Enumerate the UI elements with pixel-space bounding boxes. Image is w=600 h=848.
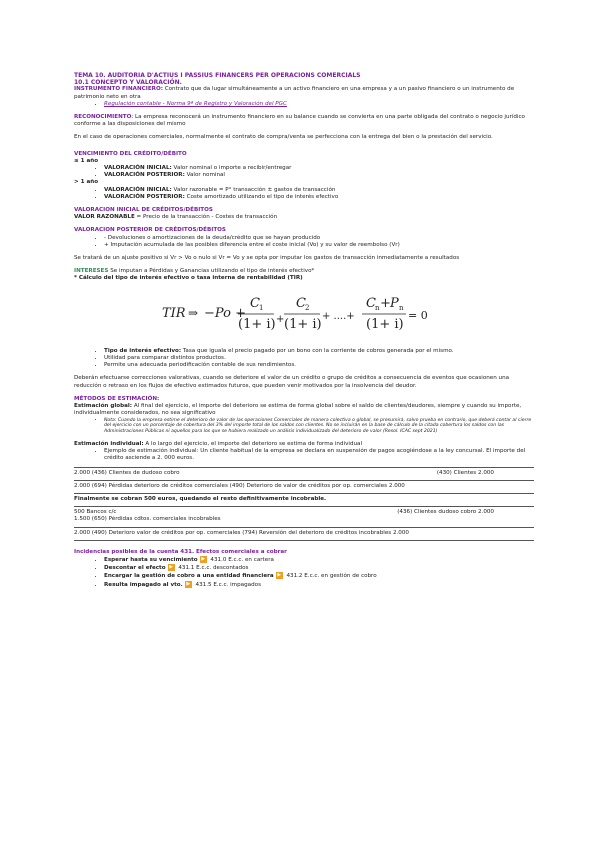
- entry-debit-2: 1.500 (650) Pérdidas cdtos. comerciales incobrables: [74, 516, 221, 523]
- formula-plus: +: [276, 313, 285, 325]
- individual-list: [74, 448, 534, 462]
- maturity-heading: VENCIMIENTO DEL CRÉDITO/DÉBITO: [74, 150, 187, 157]
- arrow-icon: ▶: [201, 555, 206, 562]
- item-label: Resulta impagado al vto.: [104, 581, 183, 588]
- item-text: 431.2 E.c.c. en gestión de cobro: [284, 573, 377, 580]
- corrections-paragraph: Deberán efectuarse correcciones valorativas, cuando se deteriore el valor de un crédito o grupo de créditos a consecuencia de eventos que ocasionen una reducción o retraso en los flujos de efectivo estimados futuros, que pueden venir motivados por la insolvencia del deudor.: [74, 375, 510, 389]
- item-label: Encargar la gestión de cobro a una entidad financiera: [104, 573, 274, 580]
- regulation-link[interactable]: Regulación contable - Norma 9ª de Registro y Valoración del PGC: [104, 100, 287, 107]
- le1-label: ≤ 1 año: [74, 157, 99, 164]
- item-text: 431.1 E.c.c. descontados: [176, 565, 249, 572]
- formula-cn-sub: n: [375, 303, 380, 312]
- formula-c2-sub: 2: [305, 303, 310, 312]
- list-item: • + Imputación acumulada de las posibles diferencia entre el coste inicial (Vo) y su valor de reembolso (Vr): [104, 242, 534, 249]
- item-text: Valor nominal: [184, 172, 225, 179]
- item-text: Tasa que iguala el precio pagado por un bono con la corriente de cobros generada por el mismo.: [181, 347, 454, 354]
- item-label: Tipo de interés efectivo:: [104, 347, 182, 354]
- list-item: [104, 556, 534, 564]
- divider: [74, 527, 534, 528]
- le1-list: [74, 165, 534, 179]
- doc-title: TEMA 10. AUDITORIA D'ACTIUS I PASSIUS FINANCERS PER OPERACIONS COMERCIALS: [74, 72, 361, 79]
- formula-den3: (1+ i): [366, 316, 404, 332]
- list-item: [104, 581, 534, 589]
- list-item: [104, 348, 534, 355]
- entry-debit-1: 500 Bancos c/c: [74, 509, 117, 516]
- global-label: Estimación global:: [74, 403, 133, 410]
- item-label: VALORACIÓN POSTERIOR:: [104, 193, 185, 200]
- list-item: [104, 194, 534, 201]
- entry-credit: (436) Clientes dudoso cobro 2.000: [397, 509, 494, 516]
- incidents-heading: Incidencias posibles de la cuenta 431. Efectos comerciales a cobrar: [74, 548, 287, 555]
- item-text: Coste amortizado utilizando el tipo de interés efectivo: [184, 193, 339, 200]
- adjustment-paragraph: Se tratará de un ajuste positivo si Vr > Vo o nulo si Vr = Vo y se opta por imputar los gastos de transacción inmediatamente a resultados: [74, 255, 460, 262]
- formula-den1: (1+ i): [238, 316, 276, 332]
- fair-value-label: VALOR RAZONABLE: [74, 214, 135, 221]
- formula-dots: + ....+: [322, 310, 355, 322]
- recognition-label: RECONOCIMIENTO: [74, 114, 132, 121]
- later-valuation-list: [74, 235, 534, 249]
- formula-pn: P: [390, 295, 399, 311]
- list-item: • Utilidad para comparar distintos productos.: [104, 355, 534, 362]
- formula-eq: = 0: [408, 308, 428, 322]
- effective-rate-list: [74, 348, 534, 370]
- divider: [74, 493, 534, 494]
- instrument-label: INSTRUMENTO FINANCIERO:: [74, 86, 163, 93]
- item-label: Esperar hasta su vencimiento: [104, 556, 198, 563]
- item-label: Descontar el efecto: [104, 565, 166, 572]
- formula-den2: (1+ i): [284, 316, 322, 332]
- interest-text: Se imputan a Pérdidas y Ganancias utilizando el tipo de interés efectivo*: [108, 268, 315, 275]
- note-list: [74, 418, 534, 435]
- divider: [74, 506, 534, 507]
- formula-cn: C: [366, 295, 376, 311]
- item-text: Valor nominal o importe a recibir/entregar: [171, 165, 292, 172]
- item-text: Valor razonable = P° transacción ± gastos de transacción: [171, 186, 336, 193]
- note-item: • Nota: Cuando la empresa estime el deterioro de valor de las operaciones Comerciales de manera colectiva o global, se presumirá, salvo prueba en contrario, que deberá contar al cierre del ejercicio con un porcentaje de cobertura del 3% del importe total de los saldos con clientes. No se incluirán en la base de cálculo de la citada cobertura los saldos con las Administraciones Públicas ni aquellos para los que se hubiera realizado un análisis individualizado del deterioro de valor (Resol. ICAC sept 2021): [104, 418, 534, 435]
- list-item: • Permite una adecuada periodificación contable de sus rendimientos.: [104, 362, 534, 369]
- formula-plus-pn: +: [380, 295, 391, 311]
- list-item: [104, 172, 534, 179]
- arrow-icon: ▶: [169, 564, 173, 571]
- later-valuation-heading: VALORACION POSTERIOR DE CRÉDITOS/DÉBITOS: [74, 227, 226, 234]
- formula-arrow: ⇒: [188, 305, 199, 320]
- interest-label: INTERESES: [74, 268, 109, 275]
- item-text: 431.5 E.c.c. impagados: [193, 581, 261, 588]
- entry-credit: (430) Clientes 2.000: [436, 469, 494, 476]
- recognition-text: : La empresa reconocerá un instrumento financiero en su balance cuando se convierta en una parte obligada del contrato o negocio jurídico conforme a las disposiciones del mismo: [74, 114, 525, 128]
- final-statement: Finalmente se cobran 500 euros, quedando el resto definitivamente incobrable.: [74, 495, 327, 502]
- list-item: • - Devoluciones o amortizaciones de la deuda/crédito que se hayan producido: [104, 235, 534, 242]
- item-label: VALORACIÓN INICIAL:: [104, 186, 172, 193]
- instrument-paragraph: [74, 86, 534, 100]
- instrument-text: Contrato que da lugar simultáneamente a un activo financiero en una empresa y a un pasivo financiero o un instrumento de patrimonio neto en otra: [74, 86, 515, 100]
- entry-debit: 2.000 (436) Clientes de dudoso cobro: [74, 469, 180, 476]
- arrow-icon: ▶: [277, 572, 282, 579]
- journal-entry-3: [74, 509, 534, 523]
- formula-c1: C: [250, 295, 260, 311]
- individual-paragraph: [74, 441, 534, 448]
- incidents-list: [74, 556, 534, 589]
- gt1-label: > 1 año: [74, 179, 99, 186]
- list-item: [104, 564, 534, 572]
- global-text: Al final del ejercicio, el importe del deterioro se estima de forma global sobre el saldo de clientes/deudores, siempre y cuando su importe, individualmente considerados, no sea significativo: [74, 403, 522, 417]
- operations-paragraph: En el caso de operaciones comerciales, normalmente el contrato de compra/venta se perfecciona con la entrega del bien o la prestación del servicio.: [74, 134, 493, 141]
- document-page: [74, 72, 534, 589]
- instrument-list: [74, 101, 534, 108]
- global-paragraph: [74, 403, 534, 417]
- formula-po: −Po +: [204, 305, 246, 321]
- formula-c1-sub: 1: [259, 303, 264, 312]
- tir-formula: [134, 289, 434, 337]
- individual-label: Estimación individual:: [74, 440, 144, 447]
- divider: [74, 480, 534, 481]
- item-label: VALORACIÓN POSTERIOR:: [104, 172, 185, 179]
- gt1-list: [74, 187, 534, 201]
- list-item: [104, 101, 534, 108]
- tir-heading: * Cálculo del tipo de interés efectivo o tasa interna de rentabilidad (TIR): [74, 275, 303, 282]
- recognition-paragraph: [74, 114, 534, 128]
- list-item: [104, 187, 534, 194]
- list-item: • Ejemplo de estimación individual: Un cliente habitual de la empresa se declara en suspensión de pagos acogiéndose a la ley concursal. El importe del crédito asciende a 2. 000 euros.: [104, 448, 534, 462]
- fair-value-text: = Precio de la transacción - Costes de transacción: [134, 214, 278, 221]
- section-heading: 10.1 CONCEPTO Y VALORACIÓN.: [74, 79, 182, 87]
- journal-entry-4: 2.000 (490) Deterioro valor de créditos por op. comerciales (794) Reversión del deterioro de créditos incobrables 2.000: [74, 529, 409, 536]
- item-label: VALORACIÓN INICIAL:: [104, 165, 172, 172]
- formula-lhs: TIR: [162, 305, 186, 321]
- divider: [74, 540, 534, 541]
- methods-heading: MÉTODOS DE ESTIMACIÓN:: [74, 395, 160, 402]
- fair-value-line: [74, 214, 534, 221]
- list-item: [104, 572, 534, 580]
- formula-c2: C: [296, 295, 306, 311]
- initial-valuation-heading: VALORACION INICIAL DE CRÉDITOS/DÉBITOS: [74, 207, 213, 214]
- formula-pn-sub: n: [399, 303, 404, 312]
- item-text: 431.0 E.c.c. en cartera: [208, 556, 274, 563]
- individual-text: A lo largo del ejercicio, el importe del deterioro se estima de forma individual: [143, 440, 363, 447]
- journal-entry-2: 2.000 (694) Pérdidas deterioro de créditos comerciales (490) Deterioro de valor de créditos por op. comerciales 2.000: [74, 482, 405, 489]
- journal-entry-1: [74, 470, 534, 477]
- arrow-icon: ▶: [186, 580, 191, 587]
- divider: [74, 467, 534, 468]
